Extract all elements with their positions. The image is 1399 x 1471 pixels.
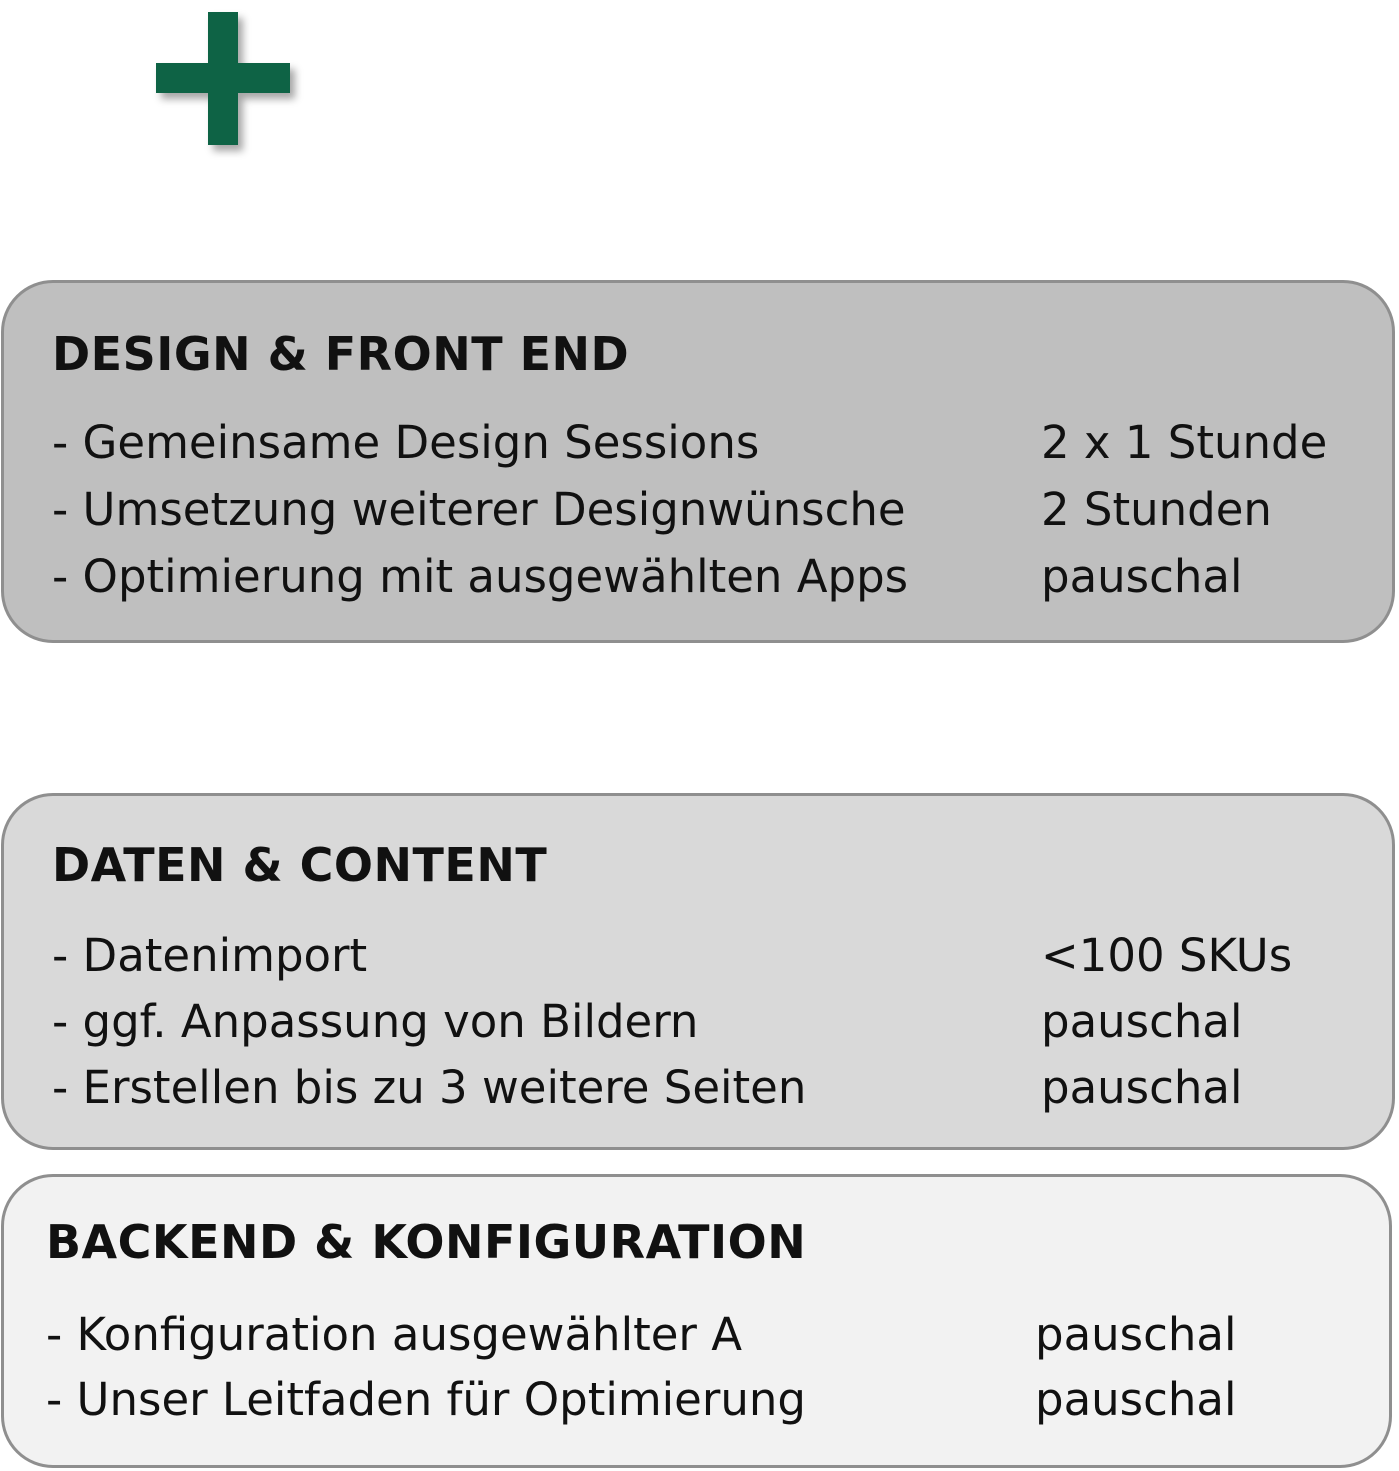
- list-item: [4, 480, 1392, 540]
- item-label: - Gemeinsame Design Sessions: [52, 416, 760, 469]
- item-label: - Optimierung mit ausgewählten Apps: [52, 550, 909, 603]
- item-value: 2 x 1 Stunde: [1041, 416, 1328, 469]
- list-item: [4, 547, 1392, 607]
- item-value: pauschal: [1041, 995, 1243, 1048]
- item-label: - ggf. Anpassung von Bildern: [52, 995, 699, 1048]
- plus-icon: [156, 12, 290, 145]
- list-item: [4, 1370, 1389, 1430]
- list-item: [4, 926, 1392, 986]
- section-title: DATEN & CONTENT: [52, 838, 548, 892]
- item-value: pauschal: [1035, 1308, 1237, 1361]
- item-label: - Datenimport: [52, 929, 368, 982]
- item-label: - Konfiguration ausgewählter A: [46, 1308, 742, 1361]
- section-daten-content: [1, 793, 1395, 1150]
- section-backend-konfiguration: [1, 1174, 1392, 1468]
- section-title: BACKEND & KONFIGURATION: [46, 1215, 807, 1269]
- section-design-front-end: [1, 280, 1395, 643]
- item-label: - Umsetzung weiterer Designwünsche: [52, 483, 906, 536]
- plus-icon-horizontal-bar: [156, 63, 290, 93]
- list-item: [4, 413, 1392, 473]
- item-value: pauschal: [1035, 1373, 1237, 1426]
- list-item: [4, 1058, 1392, 1118]
- item-value: 2 Stunden: [1041, 483, 1272, 536]
- item-value: pauschal: [1041, 550, 1243, 603]
- section-title: DESIGN & FRONT END: [52, 327, 630, 381]
- item-value: <100 SKUs: [1041, 929, 1293, 982]
- item-label: - Unser Leitfaden für Optimierung: [46, 1373, 806, 1426]
- list-item: [4, 1305, 1389, 1365]
- list-item: [4, 992, 1392, 1052]
- item-value: pauschal: [1041, 1061, 1243, 1114]
- item-label: - Erstellen bis zu 3 weitere Seiten: [52, 1061, 807, 1114]
